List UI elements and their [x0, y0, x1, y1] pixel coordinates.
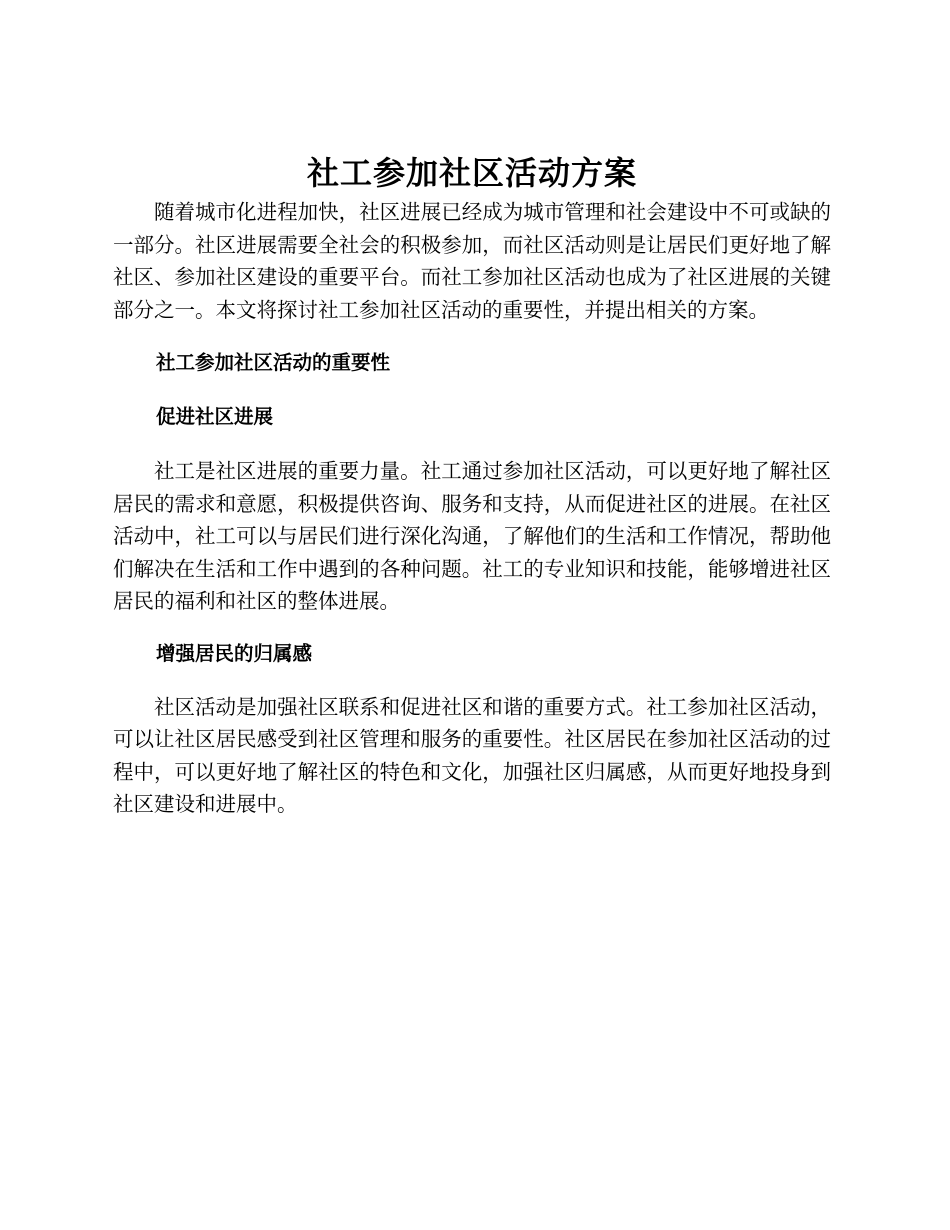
intro-paragraph: 随着城市化进程加快，社区进展已经成为城市管理和社会建设中不可或缺的一部分。社区进展需要全社会的积极参加，而社区活动则是让居民们更好地了解社区、参加社区建设的重要平台。而社工参加社区活动也成为了社区进展的关键部分之一。本文将探讨社工参加社区活动的重要性，并提出相关的方案。: [113, 200, 831, 322]
section-heading-belonging: 增强居民的归属感: [156, 641, 313, 665]
section-heading-importance: 社工参加社区活动的重要性: [156, 351, 391, 374]
section-paragraph-belonging: 社区活动是加强社区联系和促进社区和谐的重要方式。社工参加社区活动，可以让社区居民感受到社区管理和服务的重要性。社区居民在参加社区活动的过程中，可以更好地了解社区的特色和文化，加强社区归属感，从而更好地投身到社区建设和进展中。: [113, 694, 831, 816]
section-paragraph-promote-community: 社工是社区进展的重要力量。社工通过参加社区活动，可以更好地了解社区居民的需求和意愿，积极提供咨询、服务和支持，从而促进社区的进展。在社区活动中，社工可以与居民们进行深化沟通，了解他们的生活和工作情况，帮助他们解决在生活和工作中遇到的各种问题。社工的专业知识和技能，能够增进社区居民的福利和社区的整体进展。: [113, 459, 831, 613]
document-title: 社工参加社区活动方案: [306, 154, 637, 192]
document-page: [113, 150, 831, 821]
section-heading-promote-community: 促进社区进展: [156, 405, 274, 428]
